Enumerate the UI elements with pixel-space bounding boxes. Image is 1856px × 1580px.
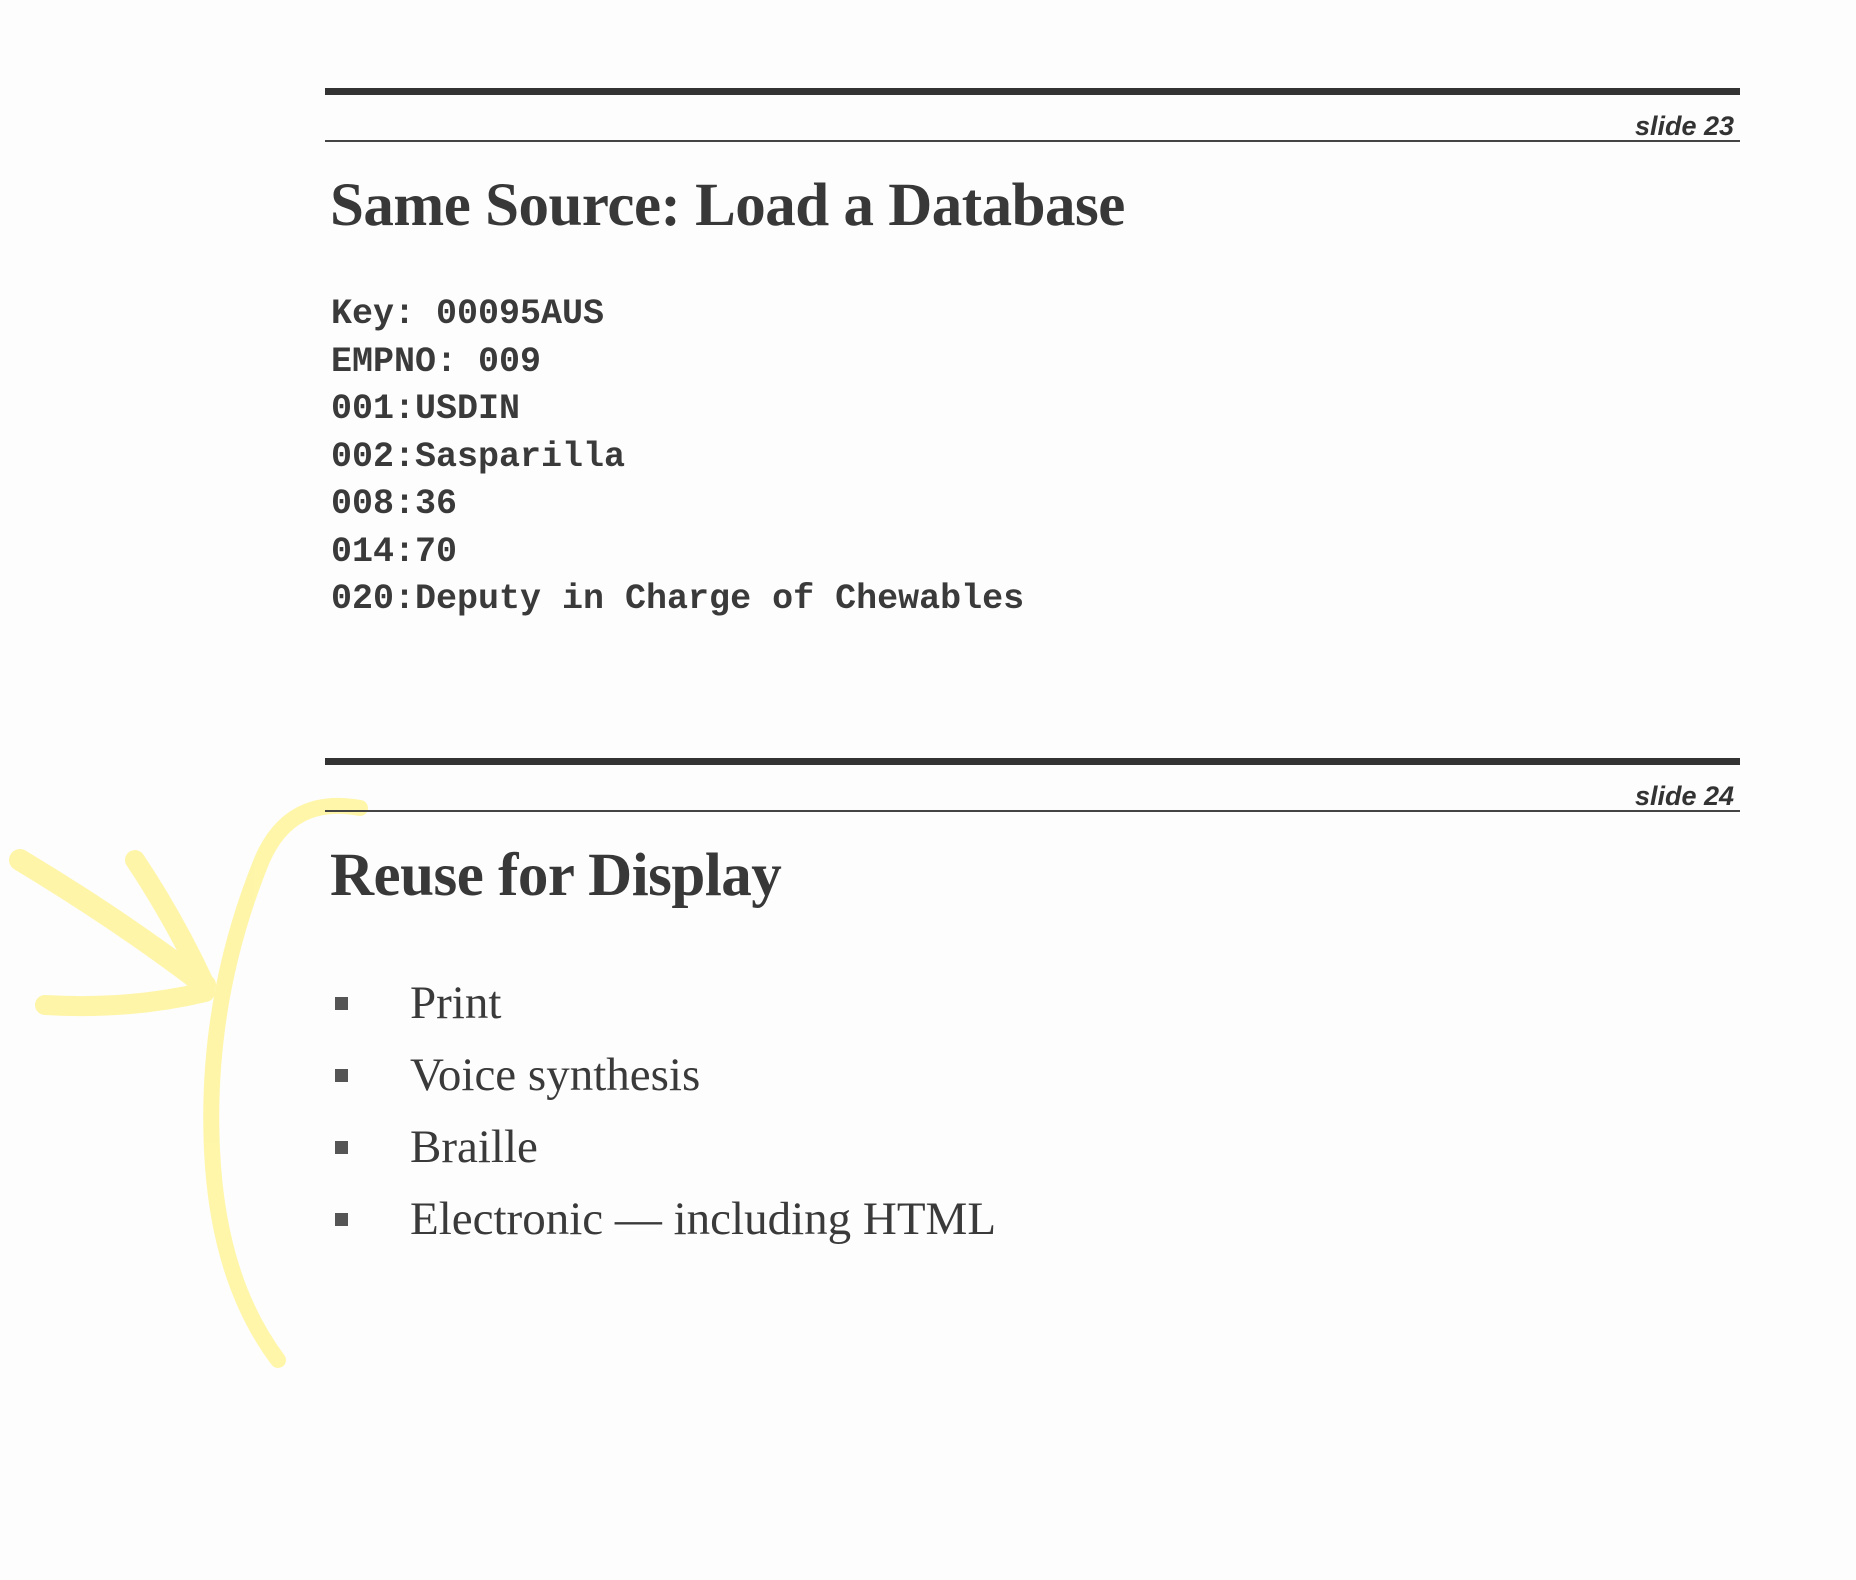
code-line: 020:Deputy in Charge of Chewables <box>331 579 1025 620</box>
slide-header-rule-thick <box>325 758 1740 765</box>
square-bullet-icon <box>335 997 348 1010</box>
square-bullet-icon <box>335 1213 348 1226</box>
code-line: 001:USDIN <box>331 389 521 430</box>
slide-number-row <box>325 765 1740 810</box>
highlighter-arrow-shaft <box>20 860 205 985</box>
square-bullet-icon <box>335 1141 348 1154</box>
bullet-list <box>335 967 1740 1255</box>
list-item-text: Braille <box>410 1121 538 1174</box>
slide-number-row <box>325 95 1740 140</box>
slide-title: Same Source: Load a Database <box>330 172 1125 239</box>
code-record-block <box>331 291 1740 624</box>
slide-23 <box>325 88 1740 624</box>
list-item <box>335 967 1740 1039</box>
highlighter-arrow-head-upper <box>135 860 205 985</box>
slide-number: slide 24 <box>1634 781 1734 811</box>
list-item-text: Voice synthesis <box>410 1049 701 1102</box>
code-line: 014:70 <box>331 531 458 572</box>
slide-header-rule-thin <box>325 140 1740 142</box>
list-item-text: Electronic — including HTML <box>410 1193 997 1246</box>
square-bullet-icon <box>335 1069 348 1082</box>
list-item <box>335 1183 1740 1255</box>
slide-header-rule-thick <box>325 88 1740 95</box>
code-line: Key: 00095AUS <box>331 294 605 335</box>
slide-header-rule-thin <box>325 810 1740 812</box>
code-line: 008:36 <box>331 484 458 525</box>
slide-title: Reuse for Display <box>330 842 782 909</box>
slide-number: slide 23 <box>1634 111 1734 141</box>
list-item <box>335 1111 1740 1183</box>
code-line: EMPNO: 009 <box>331 341 542 382</box>
code-line: 002:Sasparilla <box>331 436 626 477</box>
list-item <box>335 1039 1740 1111</box>
highlighter-arrow-head-lower <box>45 992 205 1006</box>
slide-24 <box>325 758 1740 1255</box>
list-item-text: Print <box>410 977 502 1030</box>
